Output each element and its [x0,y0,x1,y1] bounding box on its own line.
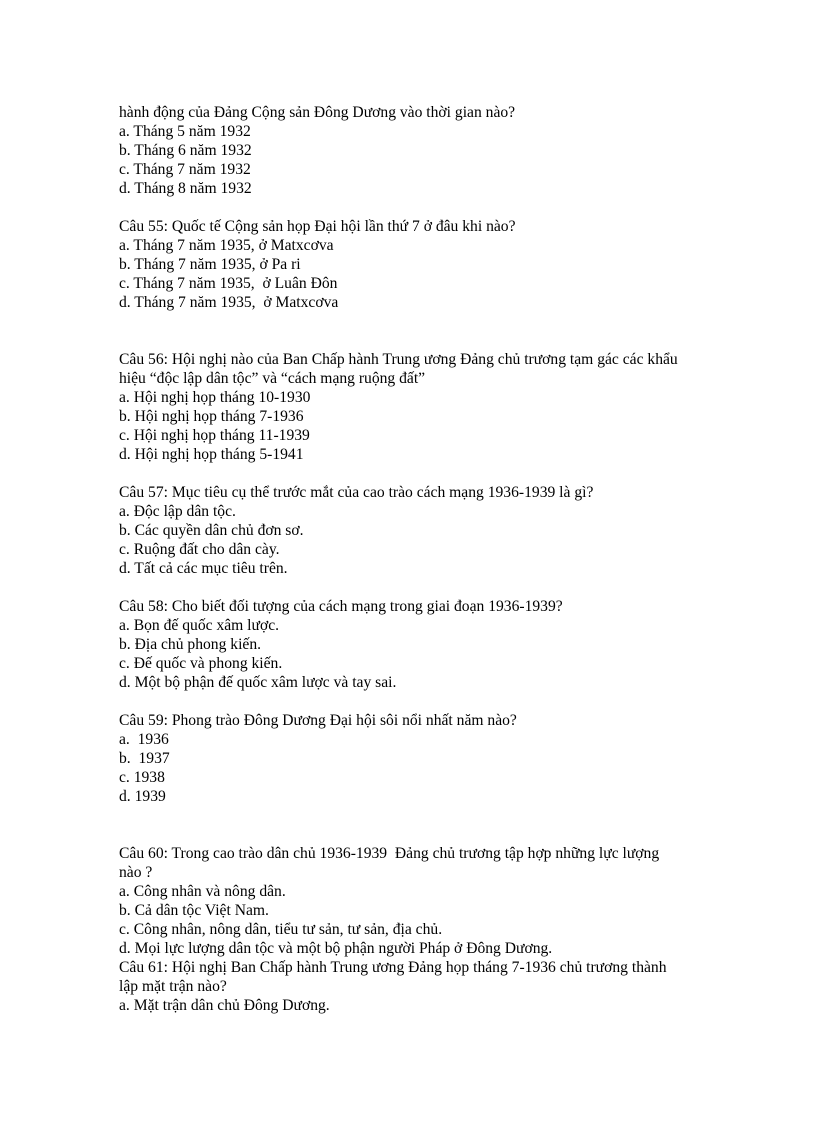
question-text-continued: lập mặt trận nào? [119,978,227,995]
answer-option-b: b. Địa chủ phong kiến. [119,636,262,653]
question-block-60 [119,844,699,958]
question-block-58 [119,597,699,692]
question-text: Câu 60: Trong cao trào dân chủ 1936-1939 Đảng chủ trương tập hợp những lực lượng [119,845,660,862]
question-block-55 [119,217,699,312]
answer-option-d: d. Tháng 8 năm 1932 [119,180,252,197]
answer-option-a: a. Công nhân và nông dân. [119,883,286,900]
answer-option-b: b. 1937 [119,750,170,767]
question-block-61 [119,958,699,1015]
answer-option-b: b. Cả dân tộc Việt Nam. [119,902,269,919]
question-text: hành động của Đảng Cộng sản Đông Dương vào thời gian nào? [119,104,516,121]
answer-option-d: d. Một bộ phận đế quốc xâm lược và tay sai. [119,674,397,691]
answer-option-a: a. Tháng 7 năm 1935, ở Matxcơva [119,237,334,254]
answer-option-d: d. Tháng 7 năm 1935, ở Matxcơva [119,294,339,311]
answer-option-b: b. Tháng 7 năm 1935, ở Pa ri [119,256,301,273]
answer-option-a: a. Mặt trận dân chủ Đông Dương. [119,997,330,1014]
answer-option-c: c. 1938 [119,769,165,786]
question-block-continued [119,103,699,198]
answer-option-a: a. 1936 [119,731,169,748]
answer-option-b: b. Hội nghị họp tháng 7-1936 [119,408,304,425]
question-text: Câu 55: Quốc tế Cộng sản họp Đại hội lần thứ 7 ở đâu khi nào? [119,218,516,235]
answer-option-d: d. Mọi lực lượng dân tộc và một bộ phận người Pháp ở Đông Dương. [119,940,553,957]
answer-option-a: a. Hội nghị họp tháng 10-1930 [119,389,311,406]
answer-option-b: b. Các quyền dân chủ đơn sơ. [119,522,304,539]
question-text-continued: hiệu “độc lập dân tộc” và “cách mạng ruộng đất” [119,370,426,387]
spacer [119,464,699,483]
answer-option-d: d. 1939 [119,788,166,805]
question-text: Câu 59: Phong trào Đông Dương Đại hội sôi nổi nhất năm nào? [119,712,517,729]
question-block-56 [119,350,699,464]
answer-option-c: c. Tháng 7 năm 1935, ở Luân Đôn [119,275,338,292]
spacer [119,312,699,350]
answer-option-d: d. Tất cả các mục tiêu trên. [119,560,288,577]
spacer [119,806,699,844]
answer-option-b: b. Tháng 6 năm 1932 [119,142,252,159]
spacer [119,198,699,217]
answer-option-c: c. Công nhân, nông dân, tiểu tư sản, tư sản, địa chủ. [119,921,443,938]
question-text: Câu 56: Hội nghị nào của Ban Chấp hành Trung ương Đảng chủ trương tạm gác các khẩu [119,351,678,368]
question-text: Câu 58: Cho biết đối tượng của cách mạng trong giai đoạn 1936-1939? [119,598,563,615]
answer-option-c: c. Tháng 7 năm 1932 [119,161,251,178]
answer-option-c: c. Ruộng đất cho dân cày. [119,541,280,558]
answer-option-a: a. Bọn đế quốc xâm lược. [119,617,280,634]
spacer [119,692,699,711]
answer-option-d: d. Hội nghị họp tháng 5-1941 [119,446,304,463]
spacer [119,578,699,597]
question-block-57 [119,483,699,578]
question-block-59 [119,711,699,806]
answer-option-c: c. Đế quốc và phong kiến. [119,655,283,672]
question-text: Câu 57: Mục tiêu cụ thể trước mắt của cao trào cách mạng 1936-1939 là gì? [119,484,594,501]
question-list [119,103,699,1015]
answer-option-a: a. Độc lập dân tộc. [119,503,236,520]
question-text-continued: nào ? [119,864,153,881]
answer-option-c: c. Hội nghị họp tháng 11-1939 [119,427,310,444]
answer-option-a: a. Tháng 5 năm 1932 [119,123,251,140]
question-text: Câu 61: Hội nghị Ban Chấp hành Trung ương Đảng họp tháng 7-1936 chủ trương thành [119,959,667,976]
